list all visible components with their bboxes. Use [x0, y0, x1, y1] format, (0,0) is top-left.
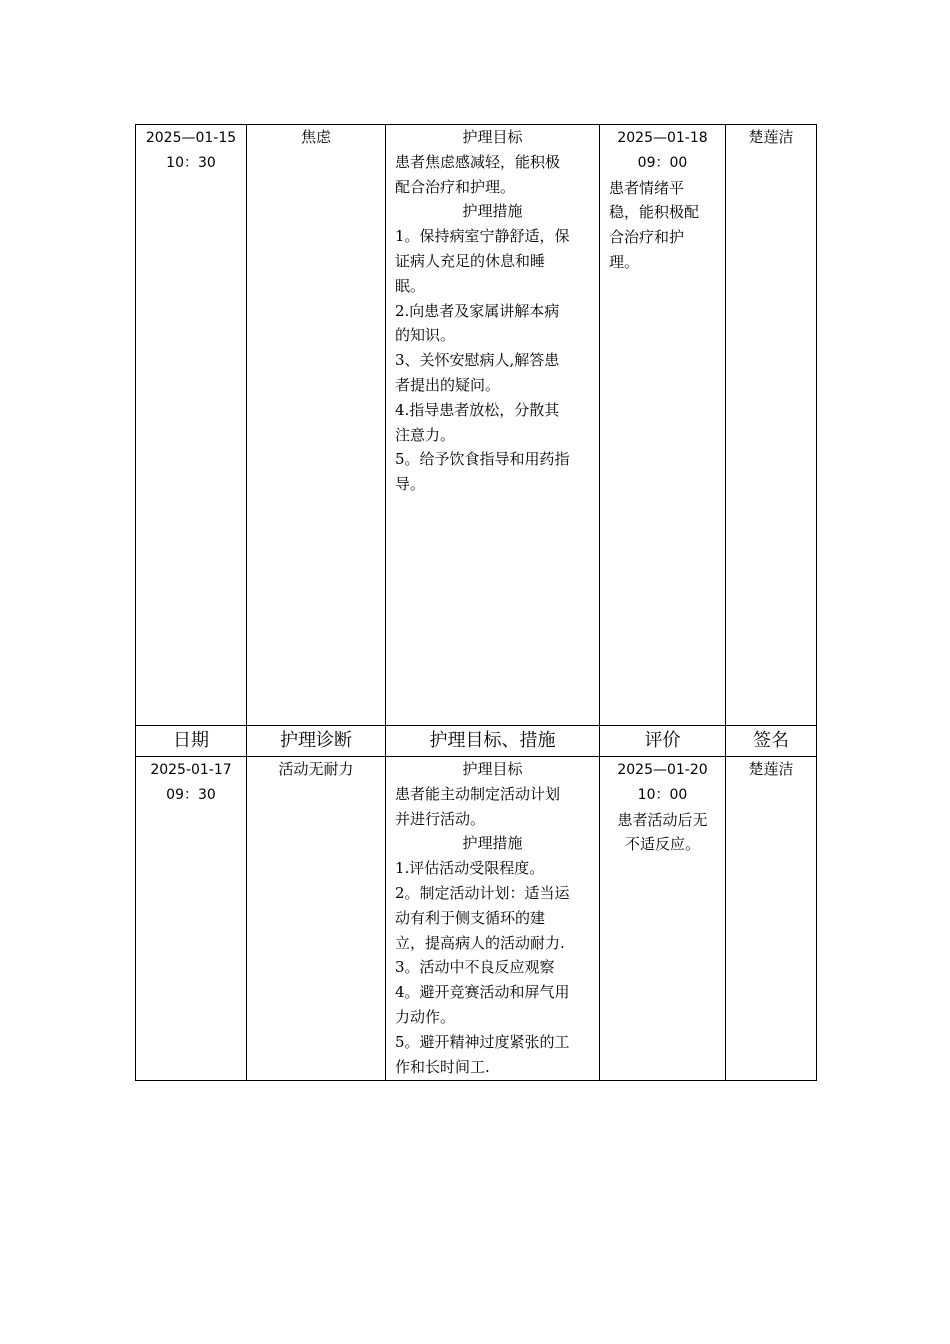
time-line: 09：30 [166, 786, 216, 803]
measure-line: 1.评估活动受限程度。 [395, 859, 545, 878]
measure-line: 5。避开精神过度紧张的工 [395, 1032, 570, 1051]
goal-text-line: 配合治疗和护理。 [395, 177, 516, 196]
measure-line: 眠。 [395, 276, 426, 295]
diagnosis-text: 活动无耐力 [278, 760, 354, 778]
measure-line: 2.向患者及家属讲解本病 [395, 301, 560, 320]
measure-line: 力动作。 [395, 1007, 456, 1026]
table-row [136, 757, 817, 1081]
evaluation-cell [600, 757, 726, 1081]
measure-line: 5。给予饮食指导和用药指 [395, 450, 570, 469]
table-header-row [136, 726, 817, 757]
date-cell [136, 125, 247, 726]
header-evaluation: 评价 [600, 726, 726, 757]
time-line: 10：30 [166, 154, 216, 171]
measure-line: 作和长时间工. [395, 1057, 490, 1076]
diagnosis-cell [247, 757, 386, 1081]
measure-line: 4。避开竞赛活动和屏气用 [395, 983, 570, 1002]
measure-line: 者提出的疑问。 [395, 375, 501, 394]
measure-line: 2。制定活动计划：适当运 [395, 883, 570, 902]
goal-heading: 护理目标 [462, 760, 523, 778]
evaluation-line: 患者活动后无 [617, 810, 708, 829]
eval-date-line: 2025—01-18 [617, 130, 708, 146]
measure-line: 的知识。 [395, 326, 456, 345]
goal-text-line: 患者焦虑感减轻，能积极 [395, 152, 561, 171]
goals-measures-cell [386, 125, 600, 726]
measure-line: 4.指导患者放松，分散其 [395, 400, 560, 419]
eval-date-line: 2025—01-20 [617, 762, 708, 778]
evaluation-line: 患者情绪平 [609, 178, 685, 197]
diagnosis-text: 焦虑 [300, 128, 331, 146]
signature-cell [726, 757, 817, 1081]
measure-heading: 护理措施 [462, 202, 523, 221]
goal-text-line: 患者能主动制定活动计划 [395, 784, 561, 803]
goals-measures-cell [386, 757, 600, 1081]
measure-line: 证病人充足的休息和睡 [395, 251, 546, 270]
date-line: 2025-01-17 [150, 762, 232, 778]
evaluation-line: 不适反应。 [624, 835, 700, 854]
signature-cell [726, 125, 817, 726]
nursing-record-table [135, 124, 817, 1081]
date-cell [136, 757, 247, 1081]
goal-heading: 护理目标 [462, 128, 523, 146]
evaluation-line: 理。 [609, 252, 640, 271]
header-goals-measures: 护理目标、措施 [386, 726, 600, 757]
measure-line: 导。 [395, 475, 426, 494]
goal-text-line: 并进行活动。 [395, 809, 486, 828]
measure-line: 动有利于侧支循环的建 [395, 908, 546, 927]
measure-line: 立，提高病人的活动耐力. [395, 933, 565, 952]
date-line: 2025—01-15 [145, 130, 237, 146]
diagnosis-cell [247, 125, 386, 726]
header-signature: 签名 [726, 726, 817, 757]
evaluation-line: 稳，能积极配 [609, 203, 700, 222]
measure-heading: 护理措施 [462, 834, 523, 853]
header-diagnosis: 护理诊断 [247, 726, 386, 757]
measure-line: 注意力。 [395, 425, 456, 444]
signature-text: 楚莲洁 [748, 128, 794, 146]
header-date: 日期 [136, 726, 247, 757]
evaluation-cell [600, 125, 726, 726]
table-row [136, 125, 817, 726]
evaluation-line: 合治疗和护 [609, 228, 685, 247]
eval-time-line: 10：00 [637, 786, 688, 803]
measure-line: 3、关怀安慰病人,解答患 [395, 351, 560, 370]
signature-text: 楚莲洁 [748, 760, 794, 778]
measure-line: 3。活动中不良反应观察 [395, 958, 555, 977]
measure-line: 1。保持病室宁静舒适，保 [395, 227, 570, 246]
eval-time-line: 09：00 [637, 154, 688, 171]
